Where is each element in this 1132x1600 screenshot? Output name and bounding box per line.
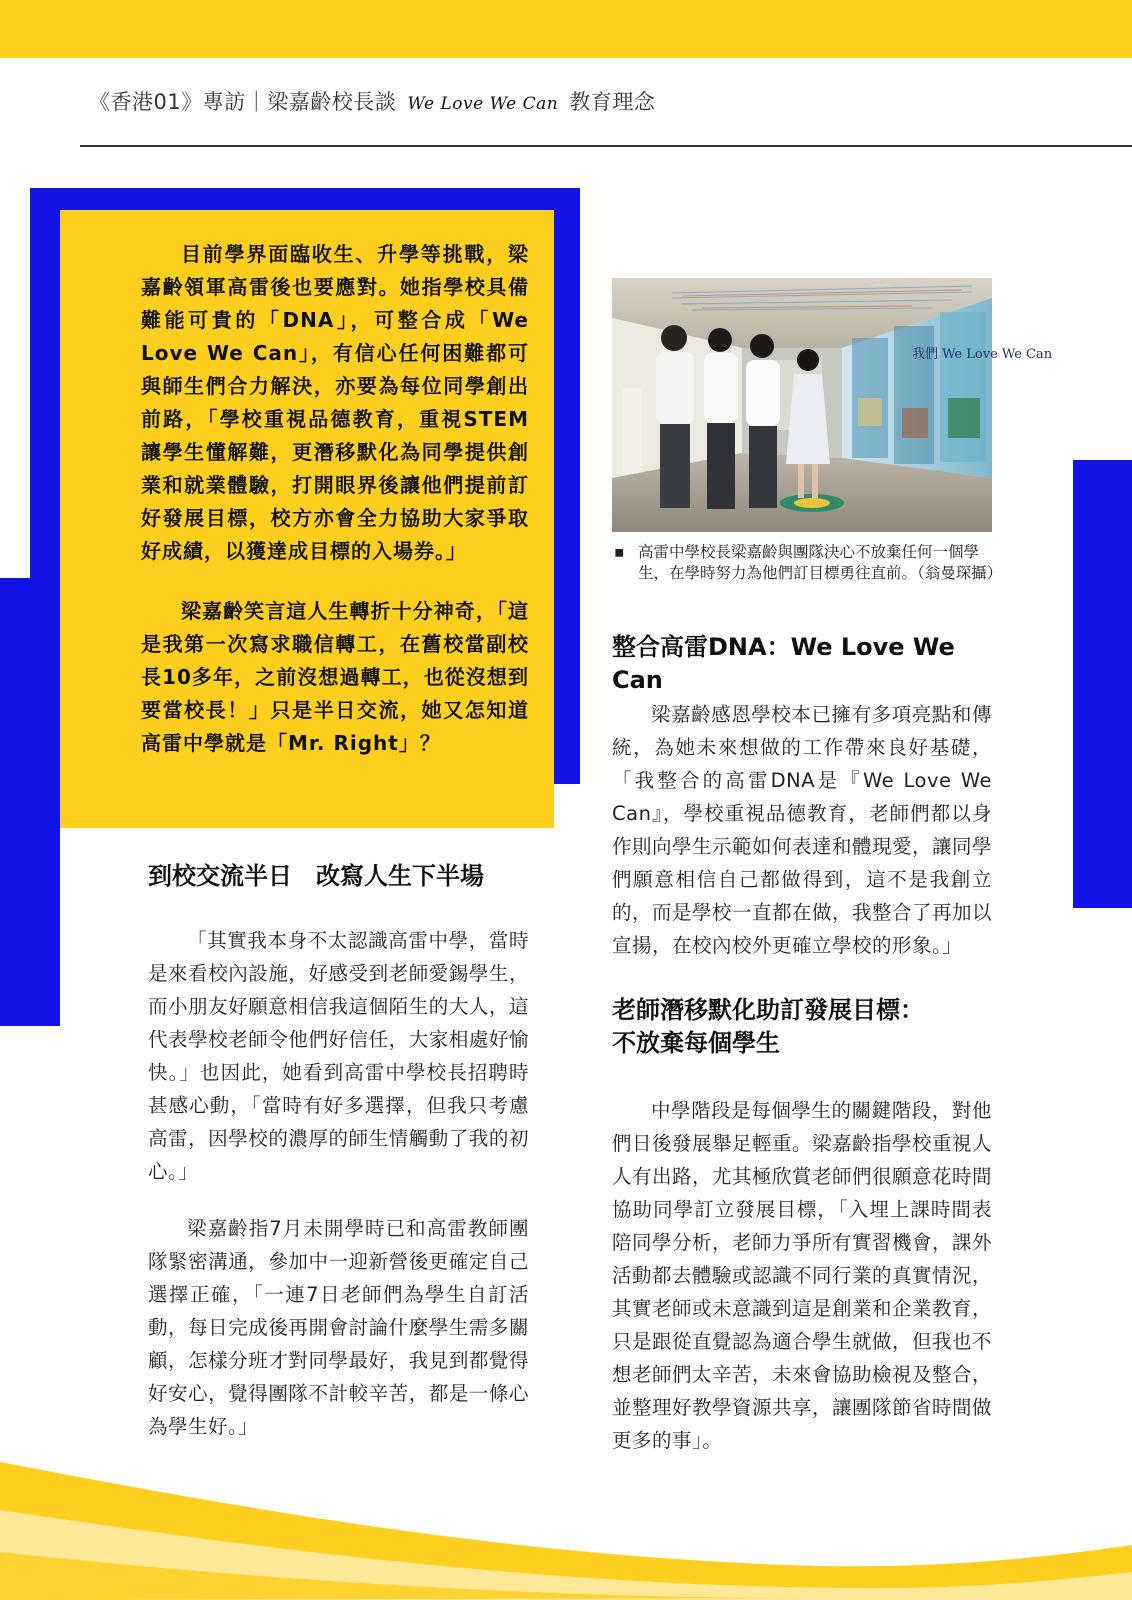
photo-caption	[612, 542, 1003, 584]
principal-team-photo	[612, 278, 1053, 532]
page-header	[89, 86, 655, 116]
right-section-body-1	[612, 698, 992, 962]
bottom-yellow-wave	[0, 1440, 1132, 1600]
right-heading-2-line-2: 不放棄每個學生	[612, 1029, 780, 1057]
pull-quote	[141, 238, 529, 760]
pull-quote-paragraph-1: 目前學界面臨收生、升學等挑戰，梁嘉齡領軍高雷後也要應對。她指學校具備難能可貴的「DNA」，可整合成「We Love We Can」，有信心任何困難都可與師生們合力解決，亦要為每位同學創出前路，「學校重視品德教育，重視STEM讓學生懂解難，更潛移默化為同學提供創業和就業體驗，打開眼界後讓他們提前訂好發展目標，校方亦會全力協助大家爭取好成績，以獲達成目標的入場券。」	[141, 242, 529, 563]
caption-bullet-icon: ▪	[614, 543, 625, 561]
left-paragraph-2: 梁嘉齡指7月未開學時已和高雷教師團隊緊密溝通，參加中一迎新營後更確定自己選擇正確，「一連7日老師們為學生自訂活動，每日完成後再開會討論什麼學生需多關顧，怎樣分班才對同學最好，我見到都覺得好安心，覺得團隊不計較辛苦，都是一條心為學生好。」	[148, 1217, 529, 1438]
right-section-heading-2	[612, 994, 1012, 1060]
header-title-script: We Love We Can	[407, 94, 559, 114]
left-section-body	[148, 924, 529, 1443]
right-paragraph-1: 梁嘉齡感恩學校本已擁有多項亮點和傳統，為她未來想做的工作帶來良好基礎，「我整合的高雷DNA是『We Love We Can』，學校重視品德教育，老師們都以身作則向學生示範如何表達和體現愛，讓同學們願意相信自己都做得到，這不是我創立的，而是學校一直都在做，我整合了再加以宣揚，在校內校外更確立學校的形象。」	[612, 703, 993, 957]
caption-text: 高雷中學校長梁嘉齡與團隊決心不放棄任何一個學生，在學時努力為他們訂目標勇往直前。（翁曼琛攝）	[638, 543, 1003, 582]
header-title-suffix: 教育理念	[569, 90, 656, 114]
pull-quote-paragraph-2: 梁嘉齡笑言這人生轉折十分神奇，「這是我第一次寫求職信轉工，在舊校當副校長10多年，之前沒想過轉工，也從沒想到要當校長！」只是半日交流，她又怎知道高雷中學就是「Mr. Right」？	[141, 599, 529, 755]
photo-banner-text: 我們 We Love We Can	[912, 347, 1053, 362]
right-section-heading-1: 整合高雷DNA：We Love We Can	[612, 633, 955, 694]
top-yellow-bar	[0, 0, 1132, 58]
blue-accent-block-left	[0, 578, 60, 1026]
right-paragraph-2: 中學階段是每個學生的關鍵階段，對他們日後發展舉足輕重。梁嘉齡指學校重視人人有出路，尤其極欣賞老師們很願意花時間協助同學訂立發展目標，「入埋上課時間表陪同學分析，老師力爭所有實習機會，課外活動都去體驗或認識不同行業的真實情況，其實老師或未意識到這是創業和企業教育，只是跟從直覺認為適合學生就做，但我也不想老師們太辛苦，未來會協助檢視及整合，並整理好教學資源共享，讓團隊節省時間做更多的事」。	[612, 1099, 993, 1452]
header-title-prefix: 《香港01》專訪｜梁嘉齡校長談	[89, 90, 397, 114]
right-heading-2-line-1: 老師潛移默化助訂發展目標：	[612, 996, 924, 1024]
header-divider	[80, 145, 1132, 147]
right-section-body-2	[612, 1094, 992, 1457]
left-section-heading: 到校交流半日 改寫人生下半場	[148, 862, 484, 890]
left-paragraph-1: 「其實我本身不太認識高雷中學，當時是來看校內設施，好感受到老師愛錫學生，而小朋友好願意相信我這個陌生的大人，這代表學校老師令他們好信任，大家相處好愉快。」也因此，她看到高雷中學校長招聘時甚感心動，「當時有好多選擇，但我只考慮高雷，因學校的濃厚的師生情觸動了我的初心。」	[148, 929, 529, 1183]
blue-accent-block-right	[1073, 460, 1132, 908]
